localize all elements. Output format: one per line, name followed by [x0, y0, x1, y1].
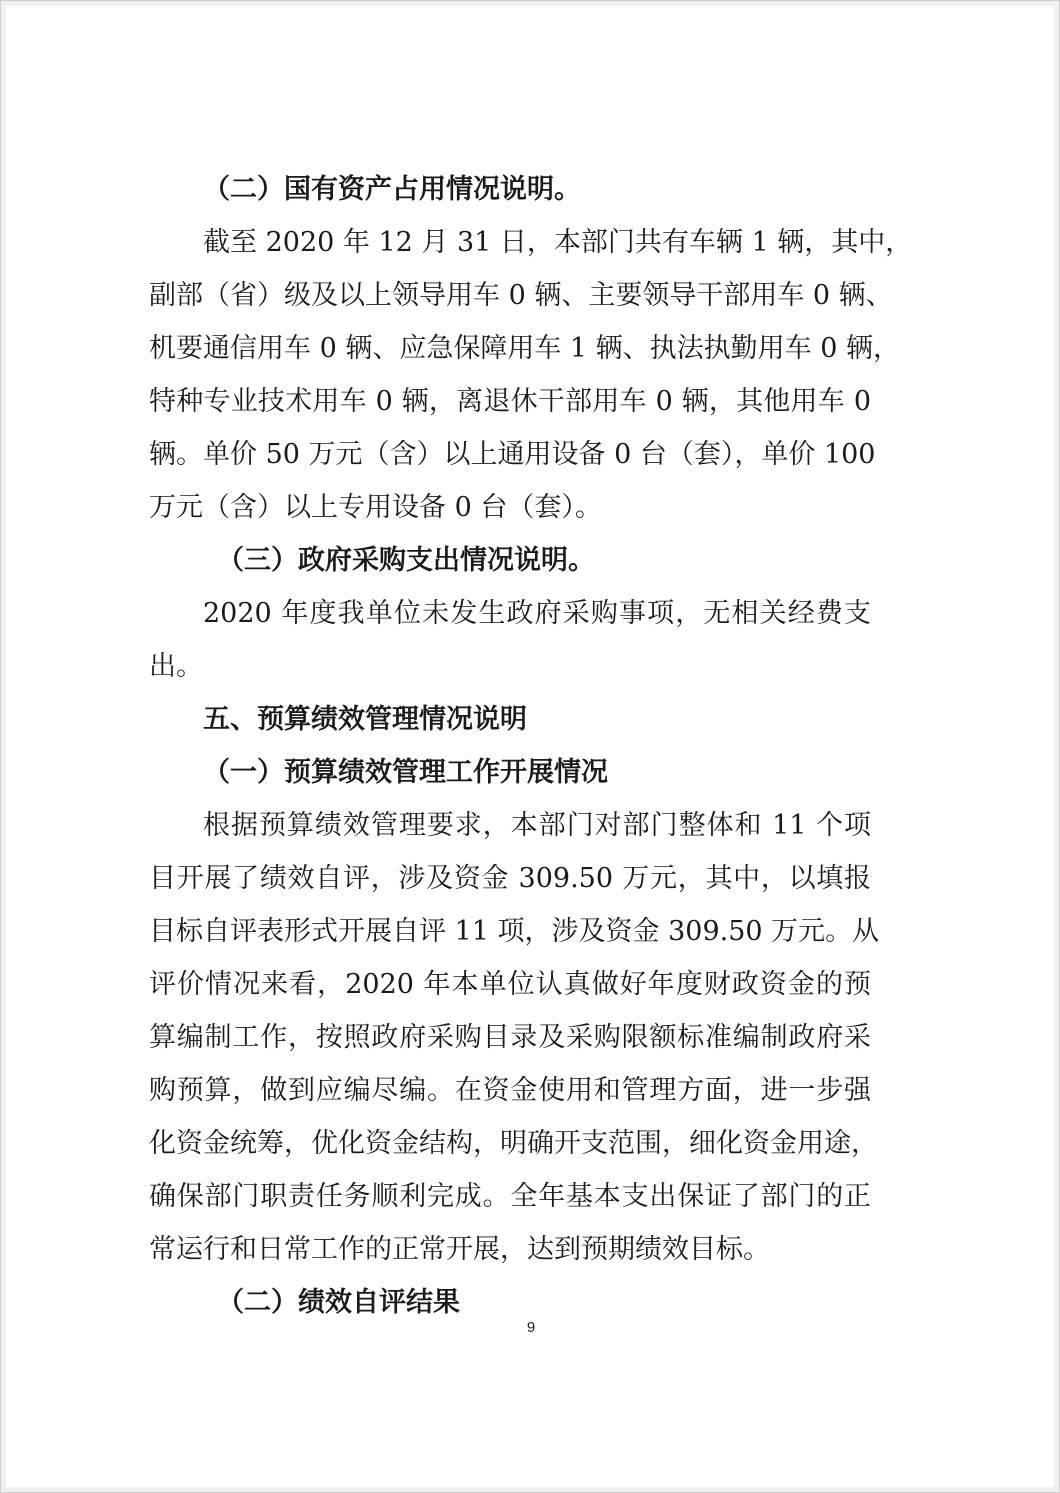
page-number: 9: [526, 1319, 536, 1336]
paragraph-line: 确保部门职责任务顺利完成。全年基本支出保证了部门的正: [149, 1181, 871, 1212]
section-heading-performance: 五、预算绩效管理情况说明: [203, 704, 527, 735]
paragraph-line: 目开展了绩效自评，涉及资金 309.50 万元，其中，以填报: [149, 863, 871, 894]
subsection-heading-work: （一）预算绩效管理工作开展情况: [203, 757, 608, 788]
paragraph-line: 万元（含）以上专用设备 0 台（套）。: [149, 492, 602, 523]
paragraph-line: 购预算，做到应编尽编。在资金使用和管理方面，进一步强: [149, 1075, 871, 1106]
paragraph-line: 目标自评表形式开展自评 11 项，涉及资金 309.50 万元。从: [149, 916, 880, 947]
section-heading-procurement: （三）政府采购支出情况说明。: [217, 545, 595, 576]
paragraph-line: 2020 年度我单位未发生政府采购事项，无相关经费支: [203, 598, 871, 629]
paragraph-line: 根据预算绩效管理要求，本部门对部门整体和 11 个项: [203, 810, 871, 841]
paragraph-line: 截至 2020 年 12 月 31 日，本部门共有车辆 1 辆，其中，: [203, 227, 913, 258]
document-body: [149, 163, 913, 1329]
paragraph-line: 机要通信用车 0 辆、应急保障用车 1 辆、执法执勤用车 0 辆，: [149, 333, 901, 364]
paragraph-line: 副部（省）级及以上领导用车 0 辆、主要领导干部用车 0 辆、: [149, 280, 893, 311]
paragraph-line: 特种专业技术用车 0 辆，离退休干部用车 0 辆，其他用车 0: [149, 386, 871, 417]
paragraph-line: 化资金统筹，优化资金结构，明确开支范围，细化资金用途，: [149, 1128, 878, 1159]
subsection-heading-results: （二）绩效自评结果: [217, 1287, 460, 1318]
paragraph-line: 辆。单价 50 万元（含）以上通用设备 0 台（套），单价 100: [149, 439, 876, 470]
section-heading-assets: （二）国有资产占用情况说明。: [203, 174, 581, 205]
paragraph-line: 算编制工作，按照政府采购目录及采购限额标准编制政府采: [149, 1022, 871, 1053]
paragraph-line: 出。: [149, 651, 203, 682]
paragraph-line: 常运行和日常工作的正常开展，达到预期绩效目标。: [149, 1234, 770, 1265]
paragraph-line: 评价情况来看，2020 年本单位认真做好年度财政资金的预: [149, 969, 871, 1000]
